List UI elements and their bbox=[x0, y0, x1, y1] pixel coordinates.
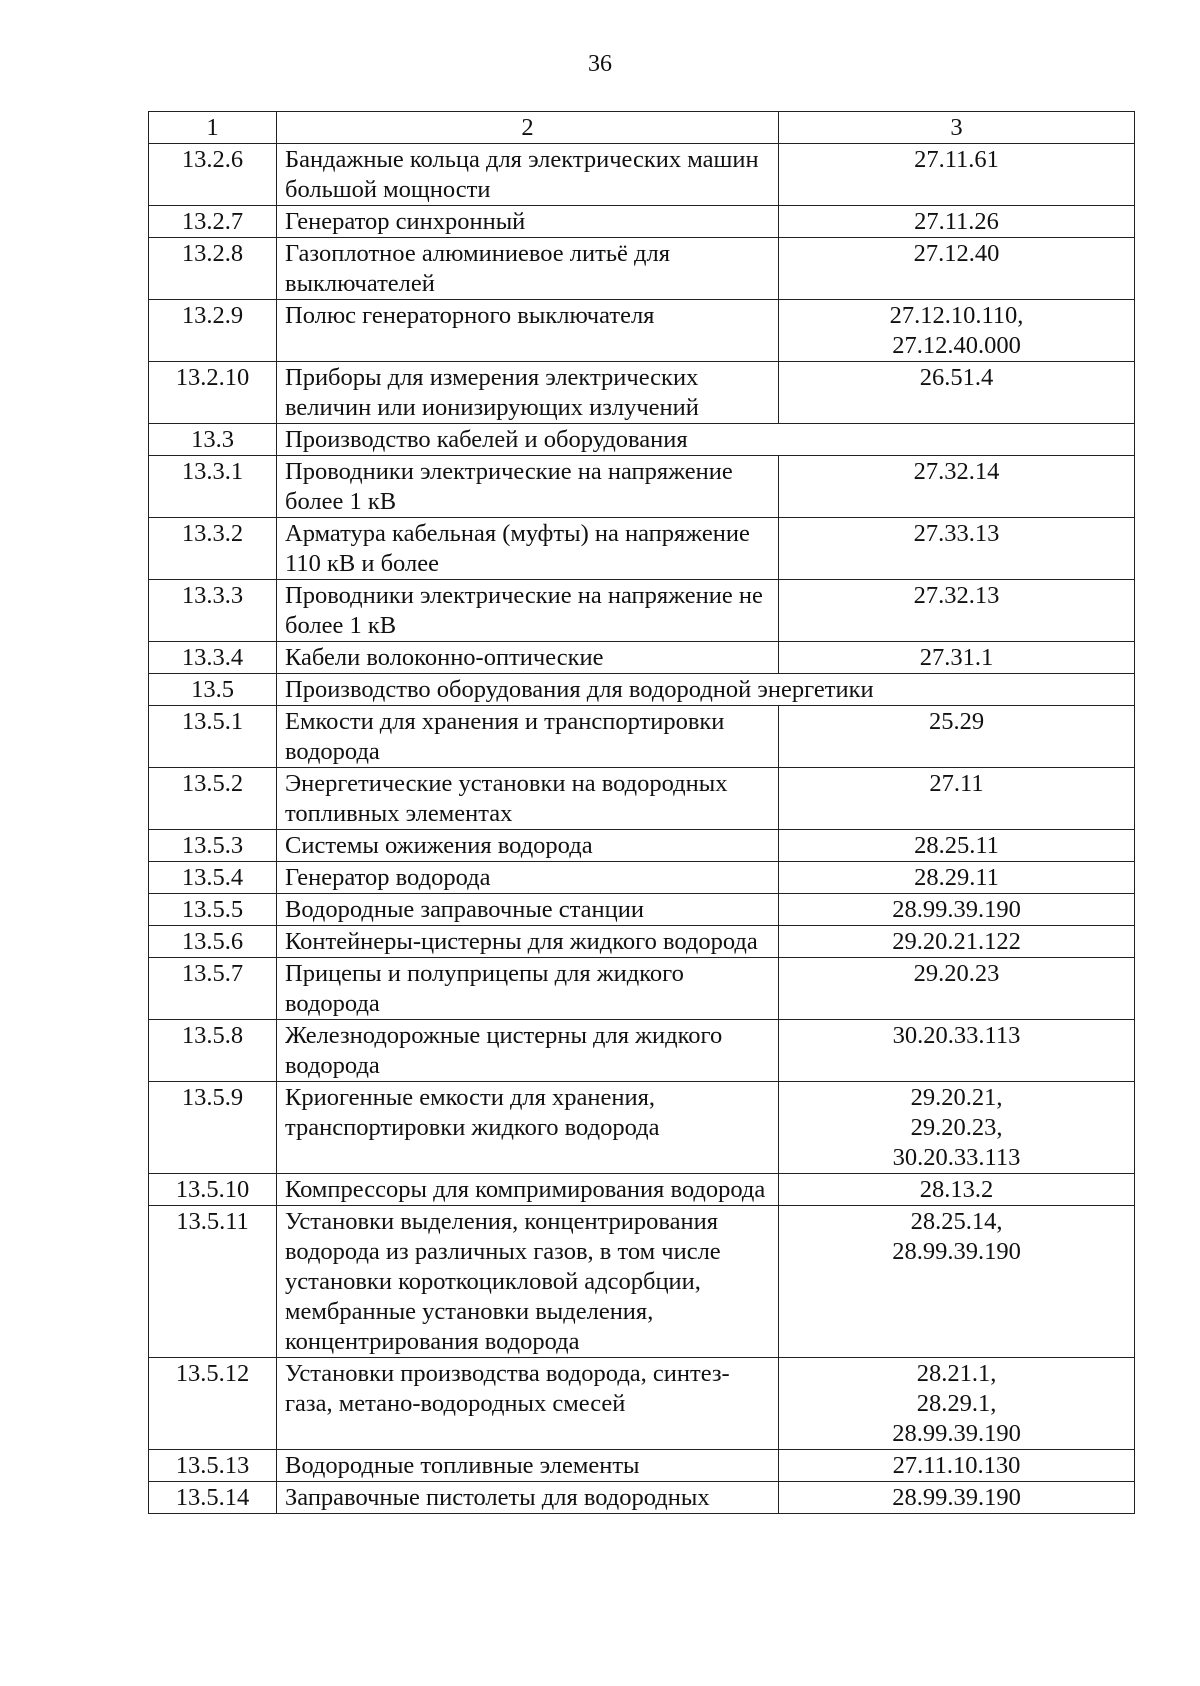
okpd-code: 30.20.33.113 bbox=[892, 1022, 1021, 1049]
item-number: 13.3 bbox=[149, 424, 277, 456]
item-name: Железнодорожные цистерны для жидкого водорода bbox=[277, 1020, 779, 1082]
item-number: 13.5.12 bbox=[149, 1358, 277, 1450]
item-name: Кабели волоконно-оптические bbox=[277, 642, 779, 674]
okpd-code: 27.32.13 bbox=[913, 582, 1000, 609]
item-number: 13.5.8 bbox=[149, 1020, 277, 1082]
item-name: Системы ожижения водорода bbox=[277, 830, 779, 862]
item-name: Проводники электрические на напряжение не более 1 кВ bbox=[277, 580, 779, 642]
okpd-code-cell bbox=[779, 206, 1135, 238]
okpd-code-cell bbox=[779, 362, 1135, 424]
section-title: Производство кабелей и оборудования bbox=[277, 424, 1135, 456]
item-number: 13.5.14 bbox=[149, 1482, 277, 1514]
okpd-code: 28.99.39.190 bbox=[892, 1238, 1021, 1265]
column-header: 1 bbox=[149, 112, 277, 144]
item-number: 13.5.1 bbox=[149, 706, 277, 768]
table-row bbox=[149, 456, 1135, 518]
table-header-row bbox=[149, 112, 1135, 144]
okpd-code: 27.12.10.110, bbox=[889, 302, 1024, 329]
item-name: Водородные заправочные станции bbox=[277, 894, 779, 926]
okpd-code-cell bbox=[779, 862, 1135, 894]
item-number: 13.5.4 bbox=[149, 862, 277, 894]
page-number: 36 bbox=[588, 51, 612, 77]
okpd-code: 26.51.4 bbox=[919, 364, 994, 391]
okpd-code-cell bbox=[779, 1482, 1135, 1514]
okpd-code: 30.20.33.113 bbox=[892, 1144, 1021, 1171]
item-name: Арматура кабельная (муфты) на напряжение 110 кВ и более bbox=[277, 518, 779, 580]
item-name: Криогенные емкости для хранения, транспортировки жидкого водорода bbox=[277, 1082, 779, 1174]
table-row bbox=[149, 580, 1135, 642]
table-row bbox=[149, 830, 1135, 862]
table-row bbox=[149, 206, 1135, 238]
okpd-code: 25.29 bbox=[928, 708, 985, 735]
item-number: 13.2.9 bbox=[149, 300, 277, 362]
table-row bbox=[149, 1482, 1135, 1514]
item-name: Полюс генераторного выключателя bbox=[277, 300, 779, 362]
table-row bbox=[149, 1082, 1135, 1174]
item-number: 13.2.10 bbox=[149, 362, 277, 424]
okpd-code-cell bbox=[779, 1174, 1135, 1206]
okpd-code-cell bbox=[779, 1450, 1135, 1482]
item-number: 13.5.3 bbox=[149, 830, 277, 862]
item-name: Водородные топливные элементы bbox=[277, 1450, 779, 1482]
okpd-code-cell bbox=[779, 1082, 1135, 1174]
table-row bbox=[149, 926, 1135, 958]
item-name: Газоплотное алюминиевое литьё для выключателей bbox=[277, 238, 779, 300]
okpd-code: 27.12.40.000 bbox=[892, 332, 1021, 359]
okpd-code: 27.11.26 bbox=[914, 208, 999, 235]
item-number: 13.5 bbox=[149, 674, 277, 706]
okpd-code: 27.11.61 bbox=[914, 146, 999, 173]
item-number: 13.3.1 bbox=[149, 456, 277, 518]
okpd-code-cell bbox=[779, 1020, 1135, 1082]
item-name: Проводники электрические на напряжение более 1 кВ bbox=[277, 456, 779, 518]
okpd-code-cell bbox=[779, 1358, 1135, 1450]
okpd-code: 29.20.21, bbox=[910, 1084, 1003, 1111]
okpd-code: 28.29.1, bbox=[916, 1390, 997, 1417]
okpd-code: 27.32.14 bbox=[913, 458, 1000, 485]
okpd-code: 28.99.39.190 bbox=[892, 1484, 1021, 1511]
item-name: Компрессоры для компримирования водорода bbox=[277, 1174, 779, 1206]
okpd-code: 28.21.1, bbox=[916, 1360, 997, 1387]
table-row bbox=[149, 300, 1135, 362]
section-row bbox=[149, 424, 1135, 456]
table-row bbox=[149, 144, 1135, 206]
okpd-code-cell bbox=[779, 958, 1135, 1020]
item-name: Приборы для измерения электрических величин или ионизирующих излучений bbox=[277, 362, 779, 424]
item-number: 13.2.6 bbox=[149, 144, 277, 206]
okpd-code-cell bbox=[779, 1206, 1135, 1358]
item-name: Бандажные кольца для электрических машин большой мощности bbox=[277, 144, 779, 206]
table-row bbox=[149, 862, 1135, 894]
table-row bbox=[149, 238, 1135, 300]
okpd-code-cell bbox=[779, 238, 1135, 300]
column-header: 3 bbox=[779, 112, 1135, 144]
table-row bbox=[149, 1174, 1135, 1206]
table-row bbox=[149, 518, 1135, 580]
okpd-code: 29.20.23 bbox=[913, 960, 1000, 987]
item-number: 13.3.2 bbox=[149, 518, 277, 580]
item-name: Емкости для хранения и транспортировки водорода bbox=[277, 706, 779, 768]
item-number: 13.5.9 bbox=[149, 1082, 277, 1174]
item-number: 13.5.7 bbox=[149, 958, 277, 1020]
section-title: Производство оборудования для водородной энергетики bbox=[277, 674, 1135, 706]
okpd-code-cell bbox=[779, 456, 1135, 518]
item-name: Установки выделения, концентрирования водорода из различных газов, в том числе установки короткоцикловой адсорбции, мембранные установки выделения, концентрирования водорода bbox=[277, 1206, 779, 1358]
table-row bbox=[149, 1358, 1135, 1450]
table-row bbox=[149, 958, 1135, 1020]
section-row bbox=[149, 674, 1135, 706]
item-number: 13.3.4 bbox=[149, 642, 277, 674]
okpd-code-cell bbox=[779, 300, 1135, 362]
item-number: 13.5.2 bbox=[149, 768, 277, 830]
okpd-code-cell bbox=[779, 580, 1135, 642]
table-body bbox=[149, 112, 1135, 1514]
okpd-code-cell bbox=[779, 706, 1135, 768]
okpd-code: 28.99.39.190 bbox=[892, 896, 1021, 923]
item-name: Контейнеры-цистерны для жидкого водорода bbox=[277, 926, 779, 958]
item-number: 13.5.13 bbox=[149, 1450, 277, 1482]
item-name: Энергетические установки на водородных топливных элементах bbox=[277, 768, 779, 830]
item-number: 13.5.6 bbox=[149, 926, 277, 958]
item-number: 13.5.11 bbox=[149, 1206, 277, 1358]
table-row bbox=[149, 768, 1135, 830]
okpd-code-cell bbox=[779, 768, 1135, 830]
item-number: 13.3.3 bbox=[149, 580, 277, 642]
item-name: Прицепы и полуприцепы для жидкого водорода bbox=[277, 958, 779, 1020]
okpd-code-cell bbox=[779, 894, 1135, 926]
okpd-code: 27.31.1 bbox=[919, 644, 994, 671]
column-header: 2 bbox=[277, 112, 779, 144]
okpd-code: 28.25.11 bbox=[914, 832, 999, 859]
okpd-code: 27.12.40 bbox=[913, 240, 1000, 267]
okpd-code: 29.20.23, bbox=[910, 1114, 1003, 1141]
table-row bbox=[149, 1450, 1135, 1482]
okpd-code-cell bbox=[779, 144, 1135, 206]
table-row bbox=[149, 706, 1135, 768]
item-number: 13.2.7 bbox=[149, 206, 277, 238]
okpd-code-cell bbox=[779, 926, 1135, 958]
okpd-code: 28.99.39.190 bbox=[892, 1420, 1021, 1447]
okpd-code: 28.29.11 bbox=[914, 864, 999, 891]
item-number: 13.2.8 bbox=[149, 238, 277, 300]
table-row bbox=[149, 1020, 1135, 1082]
products-table bbox=[148, 111, 1135, 1514]
okpd-code-cell bbox=[779, 830, 1135, 862]
okpd-code: 29.20.21.122 bbox=[892, 928, 1021, 955]
okpd-code: 27.11 bbox=[929, 770, 984, 797]
item-number: 13.5.5 bbox=[149, 894, 277, 926]
item-number: 13.5.10 bbox=[149, 1174, 277, 1206]
table-row bbox=[149, 894, 1135, 926]
okpd-code: 27.33.13 bbox=[913, 520, 1000, 547]
item-name: Заправочные пистолеты для водородных bbox=[277, 1482, 779, 1514]
okpd-code: 28.25.14, bbox=[910, 1208, 1003, 1235]
table-row bbox=[149, 642, 1135, 674]
item-name: Генератор водорода bbox=[277, 862, 779, 894]
okpd-code: 27.11.10.130 bbox=[892, 1452, 1021, 1479]
item-name: Генератор синхронный bbox=[277, 206, 779, 238]
okpd-code: 28.13.2 bbox=[919, 1176, 994, 1203]
okpd-code-cell bbox=[779, 642, 1135, 674]
table-row bbox=[149, 1206, 1135, 1358]
item-name: Установки производства водорода, синтез-газа, метано-водородных смесей bbox=[277, 1358, 779, 1450]
table-row bbox=[149, 362, 1135, 424]
okpd-code-cell bbox=[779, 518, 1135, 580]
